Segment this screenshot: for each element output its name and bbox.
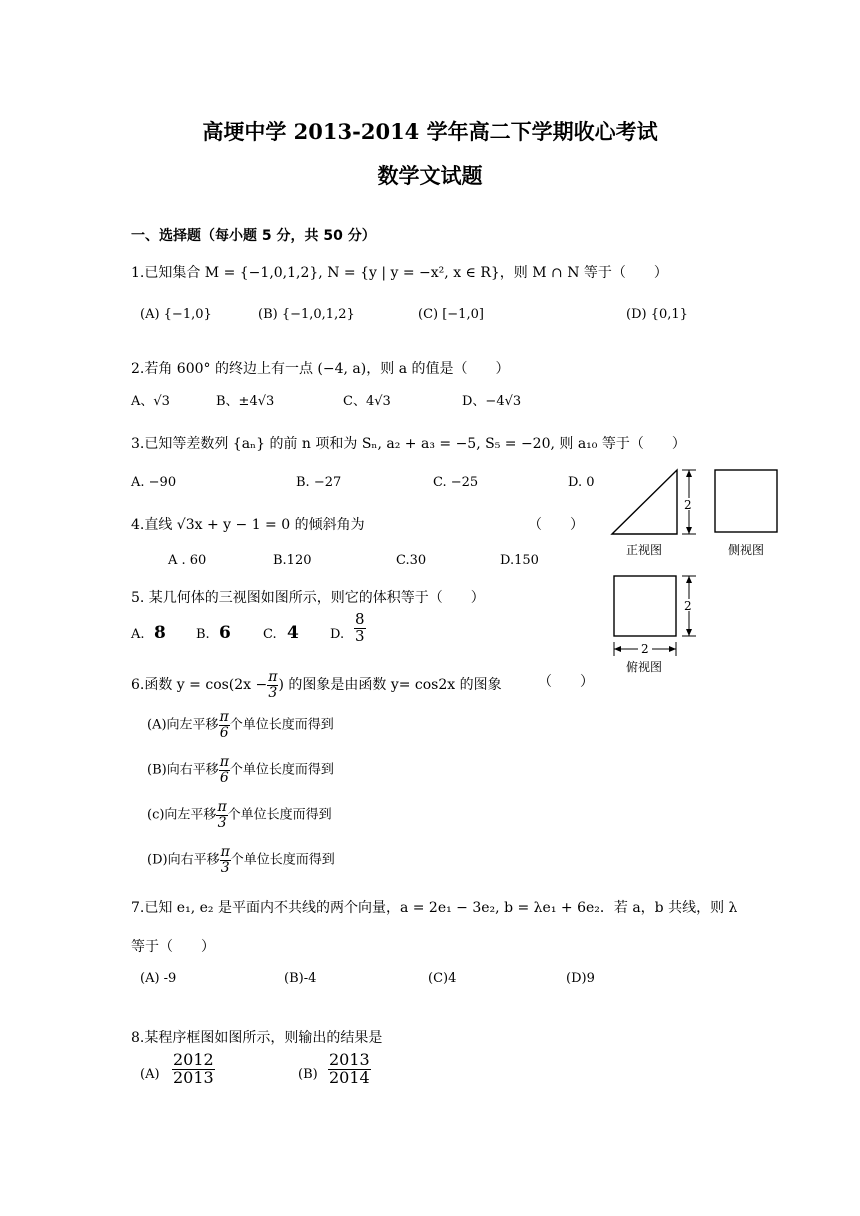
top-hdim-arrow-left (614, 646, 621, 652)
question-2-stem: 2.若角 600° 的终边上有一点 (−4, a)，则 a 的值是（ ） (131, 361, 510, 377)
question-7-option-c: (C)4 (428, 971, 457, 986)
option-suffix: 个单位长度而得到 (230, 852, 335, 868)
option-fraction (219, 710, 230, 740)
question-8-stem: 8.某程序框图如图所示，则输出的结果是 (131, 1030, 383, 1046)
question-2-option-b: B、±4√3 (216, 394, 275, 409)
option-prefix: (D)向右平移 (147, 852, 220, 868)
top-hdim-arrow-right (669, 646, 676, 652)
question-3-option-a: A. −90 (131, 475, 177, 490)
fraction-denominator: 3 (220, 859, 230, 876)
question-6-option-a (147, 710, 334, 740)
question-1-option-b: (B) {−1,0,1,2} (258, 307, 355, 322)
question-4-answer-paren: （ ） (528, 517, 584, 533)
question-7-option-a: (A) -9 (140, 971, 177, 986)
question-8-option-b-fraction (328, 1052, 371, 1087)
front-dim-arrow-up (686, 470, 692, 477)
front-dim-arrow-down (686, 527, 692, 534)
top-vdim-label: 2 (684, 599, 692, 613)
option-fraction (216, 800, 227, 830)
question-6-option-d (147, 845, 335, 875)
question-6-pi-over-3 (267, 670, 278, 700)
option-suffix: 个单位长度而得到 (229, 762, 334, 778)
question-6-option-c (147, 800, 332, 830)
question-5-stem: 5. 某几何体的三视图如图所示，则它的体积等于（ ） (131, 590, 485, 606)
top-vdim-arrow-down (686, 629, 692, 636)
section-heading: 一、选择题（每小题 5 分，共 50 分） (131, 228, 376, 244)
fraction-denominator: 3 (217, 814, 227, 831)
top-vdim-arrow-up (686, 576, 692, 583)
option-suffix: 个单位长度而得到 (229, 717, 334, 733)
fraction-denominator: 6 (219, 769, 229, 786)
question-7-option-b: (B)-4 (284, 971, 317, 986)
top-view-caption: 俯视图 (626, 660, 663, 674)
question-5-option-d-label: D. (330, 627, 345, 642)
question-5-option-c-label: C. (263, 627, 277, 642)
fraction-denominator: 3 (355, 626, 365, 645)
page-subtitle: 数学文试题 (377, 163, 483, 188)
fraction-denominator: 2013 (173, 1067, 214, 1087)
fraction-numerator: π (219, 709, 229, 725)
question-5-option-a-label: A. (131, 627, 145, 642)
question-7-option-d: (D)9 (566, 971, 595, 986)
question-1-option-d: (D) {0,1} (626, 307, 688, 322)
question-6-stem (131, 670, 502, 700)
question-3-stem: 3.已知等差数列 {aₙ} 的前 n 项和为 Sₙ, a₂ + a₃ = −5, S₅ = −20, 则 a₁₀ 等于（ ） (131, 436, 686, 452)
question-5-option-a-value: 8 (154, 623, 166, 643)
fraction-numerator: π (217, 799, 227, 815)
question-4-option-c: C.30 (396, 553, 427, 568)
question-4-option-d: D.150 (500, 553, 539, 568)
question-8-option-b-label: (B) (298, 1067, 318, 1082)
option-fraction (220, 845, 231, 875)
option-suffix: 个单位长度而得到 (227, 807, 332, 823)
fraction-numerator: π (219, 754, 229, 770)
question-1-option-c: (C) [−1,0] (418, 307, 484, 322)
three-view-figure (600, 462, 800, 682)
side-view-caption: 侧视图 (728, 543, 765, 557)
fraction-denominator: 3 (268, 684, 278, 701)
question-7-stem-continued: 等于（ ） (131, 939, 215, 955)
question-2-option-c: C、4√3 (343, 394, 391, 409)
question-2-option-a: A、√3 (131, 394, 170, 409)
question-5-option-b-value: 6 (219, 623, 231, 643)
question-6-stem-pre: 6.函数 y = cos(2x − (131, 677, 268, 694)
option-prefix: (A)向左平移 (147, 717, 219, 733)
option-prefix: (B)向右平移 (147, 762, 219, 778)
question-6-answer-paren: （ ） (538, 674, 594, 690)
fraction-numerator: 2013 (329, 1050, 370, 1069)
question-3-option-d: D. 0 (568, 475, 595, 490)
question-5-option-b-label: B. (196, 627, 210, 642)
fraction-numerator: π (220, 844, 230, 860)
question-3-option-b: B. −27 (296, 475, 342, 490)
top-hdim-label: 2 (641, 642, 649, 656)
question-8-option-a-label: (A) (140, 1067, 160, 1082)
question-5-option-d-fraction (354, 612, 366, 645)
top-view-square (614, 576, 676, 636)
fraction-denominator: 2014 (329, 1067, 370, 1087)
question-4-option-a: A . 60 (168, 553, 207, 568)
question-5-option-c-value: 4 (287, 623, 299, 643)
option-prefix: (c)向左平移 (147, 807, 217, 823)
page-title: 高埂中学 2013-2014 学年高二下学期收心考试 (202, 119, 658, 144)
side-view-square (715, 470, 777, 532)
fraction-numerator: π (268, 669, 278, 685)
front-view-caption: 正视图 (626, 543, 663, 557)
question-1-option-a: (A) {−1,0} (140, 307, 212, 322)
question-2-option-d: D、−4√3 (462, 394, 522, 409)
question-6-stem-post: ) 的图象是由函数 y= cos2x 的图象 (278, 677, 502, 694)
front-view-triangle (612, 470, 677, 534)
question-4-stem: 4.直线 √3x + y − 1 = 0 的倾斜角为 (131, 517, 365, 533)
front-dim-label: 2 (684, 498, 692, 512)
question-3-option-c: C. −25 (433, 475, 479, 490)
question-8-option-a-fraction (172, 1052, 215, 1087)
question-1-stem: 1.已知集合 M = {−1,0,1,2}, N = {y | y = −x², x ∈ R}，则 M ∩ N 等于（ ） (131, 265, 668, 281)
fraction-denominator: 6 (219, 724, 229, 741)
option-fraction (219, 755, 230, 785)
question-6-option-b (147, 755, 334, 785)
fraction-numerator: 2012 (173, 1050, 214, 1069)
fraction-numerator: 8 (355, 610, 365, 628)
question-4-option-b: B.120 (273, 553, 312, 568)
question-7-stem: 7.已知 e₁, e₂ 是平面内不共线的两个向量，a = 2e₁ − 3e₂, b = λe₁ + 6e₂．若 a，b 共线，则 λ (131, 900, 738, 916)
